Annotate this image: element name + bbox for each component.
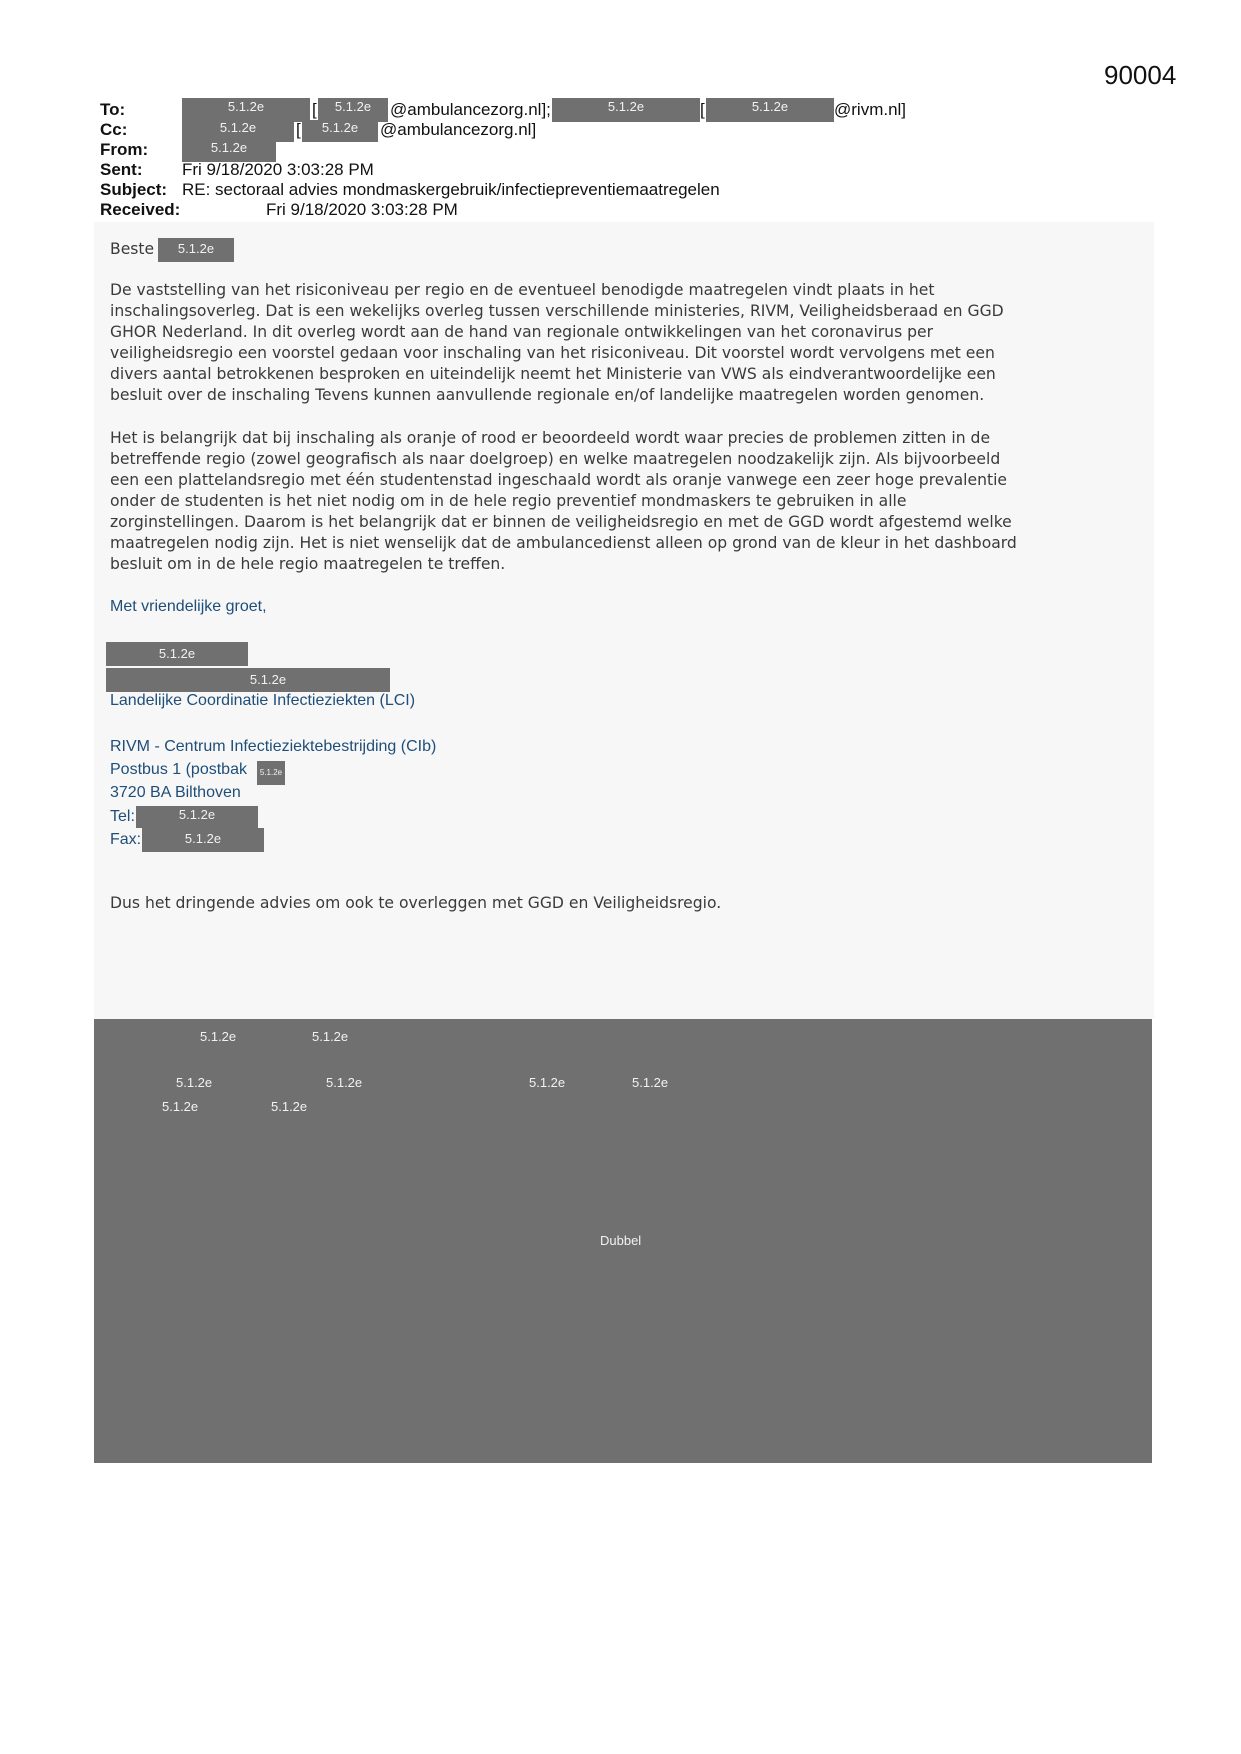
paragraph-line: zorginstellingen. Daarom is het belangrijk dat er binnen de veiligheidsregio en met de GGD wordt afgestemd welke [110, 513, 1012, 531]
redaction-box: 5.1.2e [106, 642, 248, 666]
to-domain-rivm: @rivm.nl] [834, 100, 907, 119]
redaction-label: 5.1.2e [312, 1029, 349, 1044]
bracket: [ [296, 120, 301, 139]
redaction-box: 5.1.2e [106, 668, 390, 692]
paragraph-line: Het is belangrijk dat bij inschaling als oranje of rood er beoordeeld wordt waar precies de problemen zitten in de [110, 429, 991, 447]
subject-value: RE: sectoraal advies mondmaskergebruik/infectiepreventiemaatregelen [182, 180, 720, 199]
greeting: Beste [110, 240, 155, 258]
redaction-label: 5.1.2e [326, 1075, 363, 1090]
paragraph-line: divers aantal betrokkenen besproken en uiteindelijk neemt het Ministerie van VWS als eindverantwoordelijke een [110, 365, 996, 383]
paragraph-line: GHOR Nederland. In dit overleg wordt aan de hand van regionale ontwikkelingen van het coronavirus per [110, 323, 934, 341]
redaction-box: 5.1.2e [182, 140, 276, 162]
paragraph-line: veiligheidsregio een voorstel gedaan voor inschaling van het risiconiveau. Dit voorstel wordt vervolgens met een [110, 344, 995, 362]
signature-city: 3720 BA Bilthoven [110, 784, 241, 801]
bracket: [ [700, 100, 705, 119]
redaction-label: 5.1.2e [271, 1099, 308, 1114]
sent-label: Sent: [100, 160, 143, 179]
cc-label: Cc: [100, 120, 128, 139]
signature-postbus: Postbus 1 (postbak [110, 761, 247, 778]
reply-text: Dus het dringende advies om ook te overleggen met GGD en Veiligheidsregio. [110, 894, 722, 912]
redaction-label: 5.1.2e [200, 1029, 237, 1044]
paragraph-line: besluit over de inschaling Tevens kunnen aanvullende regionale en/of landelijke maatregelen worden genomen. [110, 386, 985, 404]
redaction-box: 5.1.2e [552, 98, 700, 122]
redaction-box: 5.1.2e [706, 98, 834, 122]
signature-tel: Tel: [110, 808, 135, 825]
paragraph-line: besluit om in de hele regio maatregelen te treffen. [110, 555, 506, 573]
bracket: [ [312, 100, 317, 119]
redaction-box: 5.1.2e [257, 761, 285, 785]
redacted-block [94, 1019, 1152, 1463]
redaction-box: 5.1.2e [158, 238, 234, 262]
from-label: From: [100, 140, 149, 159]
paragraph-line: betreffende regio (zowel geografisch als naar doelgroep) en welke maatregelen noodzakelijk zijn. Als bijvoorbeeld [110, 450, 1001, 468]
email-body [94, 222, 1154, 1019]
redaction-box: 5.1.2e [142, 828, 264, 852]
closing: Met vriendelijke groet, [110, 598, 267, 615]
paragraph-1 [110, 280, 1150, 406]
redaction-label: 5.1.2e [632, 1075, 669, 1090]
redaction-label: 5.1.2e [176, 1075, 213, 1090]
paragraph-2 [110, 428, 1150, 575]
signature-rivm: RIVM - Centrum Infectieziektebestrijding (CIb) [110, 738, 437, 755]
signature-org: Landelijke Coordinatie Infectieziekten (LCI) [110, 692, 416, 709]
signature-fax: Fax: [110, 831, 142, 848]
paragraph-line: inschalingsoverleg. Dat is een wekelijks overleg tussen verschillende ministeries, RIVM, Veiligheidsberaad en GGD [110, 302, 1004, 320]
received-label: Received: [100, 200, 181, 219]
redaction-box: 5.1.2e [318, 98, 388, 122]
subject-label: Subject: [100, 180, 168, 199]
paragraph-line: maatregelen nodig zijn. Het is niet wenselijk dat de ambulancedienst alleen op grond van de kleur in het dashboard [110, 534, 1017, 552]
redaction-box: 5.1.2e [182, 98, 310, 122]
paragraph-line: De vaststelling van het risiconiveau per regio en de eventueel benodigde maatregelen vindt plaats in het [110, 281, 935, 299]
to-label: To: [100, 100, 126, 119]
to-domain-ambulancezorg: @ambulancezorg.nl]; [390, 100, 551, 119]
redaction-box: 5.1.2e [302, 120, 378, 142]
redaction-box: 5.1.2e [136, 806, 258, 828]
received-value: Fri 9/18/2020 3:03:28 PM [266, 200, 458, 219]
redaction-label: 5.1.2e [529, 1075, 566, 1090]
document-number: 90004 [1104, 60, 1177, 90]
dubbel-label: Dubbel [600, 1233, 642, 1248]
paragraph-line: onder de studenten is het niet nodig om in de hele regio preventief mondmaskers te gebruiken in alle [110, 492, 907, 510]
cc-domain: @ambulancezorg.nl] [380, 120, 537, 139]
sent-value: Fri 9/18/2020 3:03:28 PM [182, 160, 374, 179]
paragraph-line: een een plattelandsregio met één studentenstad ingeschaald wordt als oranje vanwege een zeer hoge prevalentie [110, 471, 1007, 489]
redaction-box: 5.1.2e [182, 120, 294, 142]
redaction-label: 5.1.2e [162, 1099, 199, 1114]
